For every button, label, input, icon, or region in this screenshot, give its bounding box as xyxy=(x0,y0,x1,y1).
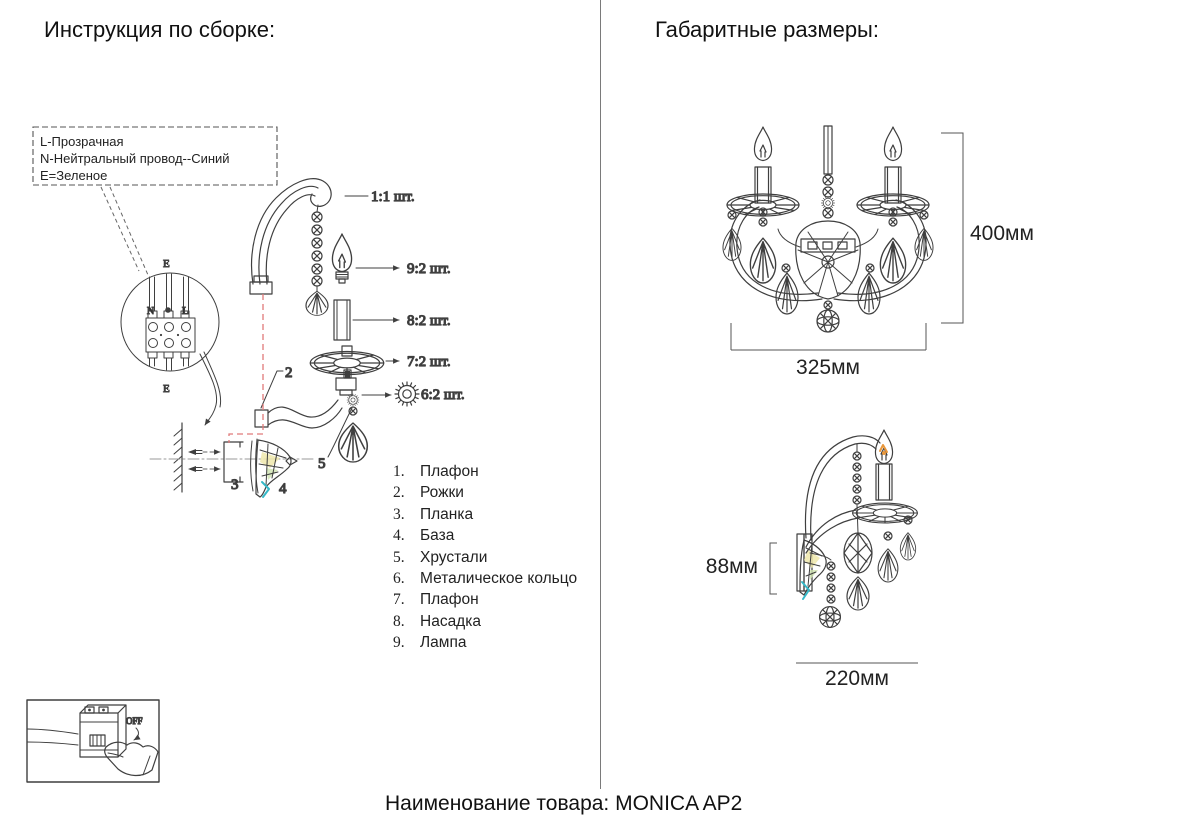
side-depth-label: 88мм xyxy=(705,555,758,578)
part-number-base: 4 xyxy=(279,481,287,497)
power-off-instruction-box xyxy=(27,700,159,782)
section-divider xyxy=(600,0,601,789)
part-label: Хрустали xyxy=(420,548,488,566)
terminal-earth-bottom-label: Е xyxy=(163,383,170,395)
terminal-earth-top-label: Е xyxy=(163,258,170,270)
part-number: 6. xyxy=(393,569,405,587)
part-label: Плафон xyxy=(420,463,479,480)
front-height-dimension xyxy=(941,133,1034,323)
part-number: 8. xyxy=(393,612,405,630)
part-number-arm: 2 xyxy=(285,365,293,381)
red-wire-path xyxy=(229,294,263,443)
wiring-legend-box xyxy=(33,127,277,275)
part-number-crystal: 5 xyxy=(318,456,326,472)
front-view-drawing xyxy=(723,126,933,332)
pendant-crystal-drawing xyxy=(318,394,367,472)
teardrop-crystal-drawing xyxy=(306,291,328,315)
part-number-bracket: 3 xyxy=(231,477,239,493)
terminal-detail-circle xyxy=(121,258,221,425)
legend-line-live: L-Прозрачная xyxy=(40,134,124,149)
arm1-drawing xyxy=(250,179,415,294)
front-width-label: 325мм xyxy=(796,356,860,379)
screw-icon xyxy=(188,466,196,472)
front-height-label: 400мм xyxy=(970,222,1034,245)
terminal-neutral-label: N xyxy=(147,306,155,317)
side-depth-dimension xyxy=(706,543,777,594)
callout-bulb: 9:2 шт. xyxy=(407,261,451,277)
product-name: Наименование товара: MONICA AP2 xyxy=(385,792,743,815)
part-label: Насадка xyxy=(420,612,481,630)
part-number: 3. xyxy=(393,505,405,523)
crystal-ball-drawing xyxy=(817,310,839,332)
parts-list-item xyxy=(393,589,577,610)
center-crystal-basket-drawing xyxy=(796,221,860,299)
screw-icon xyxy=(188,449,196,455)
part-number: 2. xyxy=(393,484,405,502)
part-number: 9. xyxy=(393,634,405,652)
parts-list-item xyxy=(393,632,577,653)
part-label: Лампа xyxy=(420,634,467,652)
hanging-crystals-left xyxy=(723,208,798,314)
callout-arm: 1:1 шт. xyxy=(371,189,415,205)
part-label: Плафон xyxy=(420,591,479,609)
terminal-line-label: L xyxy=(182,306,189,317)
parts-list-item xyxy=(393,547,577,568)
side-width-dimension xyxy=(796,663,918,690)
part-label: Планка xyxy=(420,505,474,523)
bobeche-drawing xyxy=(310,346,450,375)
parts-list-item xyxy=(393,461,577,482)
column-exploded-drawing xyxy=(250,179,465,472)
callout-bobeche: 7:2 шт. xyxy=(407,354,451,370)
parts-list-item xyxy=(393,568,577,589)
bracket-drawing xyxy=(224,442,243,482)
part-number: 1. xyxy=(393,463,405,480)
part-label: Металическое кольцо xyxy=(420,569,578,587)
legend-line-earth: Е=Зеленое xyxy=(40,168,108,183)
side-view-drawing xyxy=(797,430,917,627)
part-number: 7. xyxy=(393,591,405,609)
parts-list xyxy=(393,461,577,654)
parts-list-item xyxy=(393,482,577,503)
legend-line-neutral: N-Нейтральный провод--Синий xyxy=(40,151,230,166)
candle-sleeve-drawing xyxy=(334,300,451,340)
filament-glow xyxy=(882,451,886,455)
metal-ring-icon xyxy=(395,382,419,406)
hanging-crystals-right xyxy=(858,208,933,314)
hand-drawing xyxy=(105,742,158,775)
side-width-label: 220мм xyxy=(825,667,889,690)
parts-list-item xyxy=(393,525,577,546)
part-number: 4. xyxy=(393,527,405,545)
parts-list-item xyxy=(393,611,577,632)
faceted-oval-crystal xyxy=(844,533,872,573)
dimensions-title: Габаритные размеры: xyxy=(655,17,879,42)
part-label: База xyxy=(420,527,455,545)
off-label: OFF xyxy=(126,716,143,726)
breaker-drawing xyxy=(80,705,126,757)
assembly-title: Инструкция по сборке: xyxy=(44,17,276,42)
part-label: Рожки xyxy=(420,484,464,502)
part-number: 5. xyxy=(393,548,405,566)
candle-bulb-drawing xyxy=(332,234,450,283)
callout-ring: 6:2 шт. xyxy=(421,387,465,403)
parts-list-item xyxy=(393,504,577,525)
callout-sleeve: 8:2 шт. xyxy=(407,313,451,329)
arm2-drawing xyxy=(255,365,342,428)
base-crystal-drawing xyxy=(251,439,297,497)
